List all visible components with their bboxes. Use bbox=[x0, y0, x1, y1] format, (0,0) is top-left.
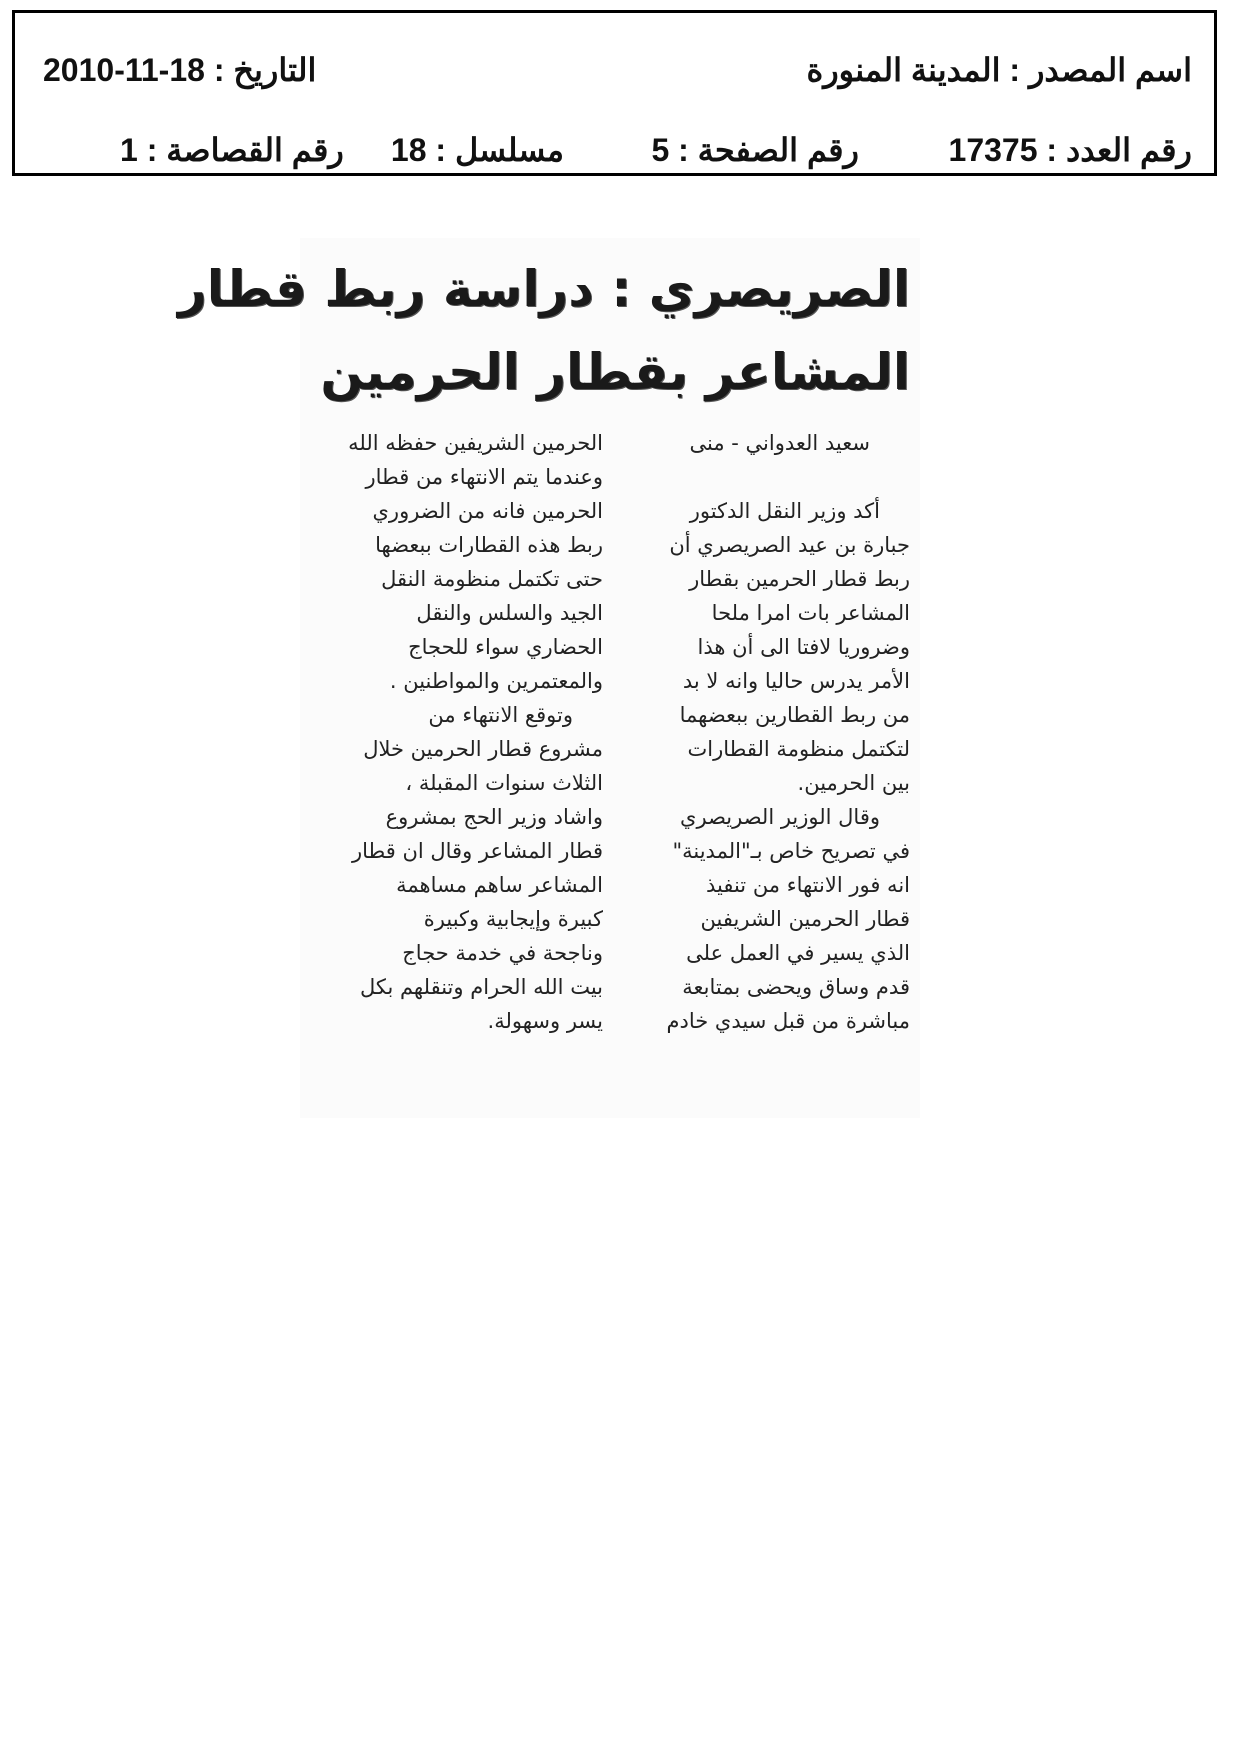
source-name: اسم المصدر : المدينة المنورة bbox=[806, 52, 1192, 88]
article-line: الجيد والسلس والنقل bbox=[416, 601, 603, 625]
article-line: وعندما يتم الانتهاء من قطار bbox=[365, 465, 603, 489]
article-line: الحضاري سواء للحجاج bbox=[408, 635, 603, 659]
source-info-row-2 bbox=[15, 125, 1214, 175]
column-right-text bbox=[645, 494, 910, 1038]
article-line: انه فور الانتهاء من تنفيذ bbox=[705, 873, 910, 897]
headline-line-1: الصريصري : دراسة ربط قطار bbox=[177, 260, 910, 318]
article-column-right bbox=[645, 426, 910, 1038]
newspaper-clipping bbox=[177, 238, 920, 1118]
article-line: الأمر يدرس حاليا وانه لا بد bbox=[682, 669, 910, 693]
article-line: بيت الله الحرام وتنقلهم بكل bbox=[359, 975, 603, 999]
article-line: قدم وساق ويحضى بمتابعة bbox=[682, 975, 910, 999]
article-line: من ربط القطارين ببعضهما bbox=[679, 703, 910, 727]
article-line: الذي يسير في العمل على bbox=[686, 941, 910, 965]
page-number: رقم الصفحة : 5 bbox=[651, 132, 859, 168]
article-line: والمعتمرين والمواطنين . bbox=[389, 669, 603, 693]
article-line: قطار المشاعر وقال ان قطار bbox=[351, 839, 603, 863]
article-line: الحرمين فانه من الضروري bbox=[372, 499, 603, 523]
article-line: جبارة بن عيد الصريصري أن bbox=[669, 533, 910, 557]
source-info-row-1 bbox=[15, 45, 1214, 95]
article-line: الثلاث سنوات المقبلة ، bbox=[405, 771, 603, 795]
issue-number: رقم العدد : 17375 bbox=[948, 132, 1192, 168]
article-line: لتكتمل منظومة القطارات bbox=[687, 737, 910, 761]
article-line: المشاعر بات امرا ملحا bbox=[711, 601, 910, 625]
article-line: وناجحة في خدمة حجاج bbox=[402, 941, 603, 965]
publication-date: التاريخ : 18-11-2010 bbox=[43, 52, 317, 88]
article-line: واشاد وزير الحج بمشروع bbox=[385, 805, 603, 829]
byline: سعيد العدواني - منى bbox=[689, 431, 870, 455]
article-line: قطار الحرمين الشريفين bbox=[700, 907, 910, 931]
article-line: حتى تكتمل منظومة النقل bbox=[381, 567, 603, 591]
article-line: وقال الوزير الصريصري bbox=[680, 805, 880, 829]
article-line: ربط قطار الحرمين بقطار bbox=[689, 567, 910, 591]
article-line: ربط هذه القطارات ببعضها bbox=[375, 533, 603, 557]
article-line: مباشرة من قبل سيدي خادم bbox=[666, 1009, 910, 1033]
article-line: بين الحرمين. bbox=[797, 771, 910, 795]
article-line: مشروع قطار الحرمين خلال bbox=[363, 737, 603, 761]
article-line: وضروريا لافتا الى أن هذا bbox=[697, 635, 910, 659]
article-line: وتوقع الانتهاء من bbox=[428, 703, 573, 727]
article-line: كبيرة وإيجابية وكبيرة bbox=[423, 907, 603, 931]
headline-line-2: المشاعر بقطار الحرمين bbox=[320, 343, 910, 401]
article-line: في تصريح خاص بـ"المدينة" bbox=[672, 839, 910, 863]
article-line: المشاعر ساهم مساهمة bbox=[396, 873, 603, 897]
column-left-text bbox=[338, 426, 603, 1038]
source-info-box bbox=[12, 10, 1217, 176]
article-column-left bbox=[338, 426, 603, 1038]
article-line: الحرمين الشريفين حفظه الله bbox=[348, 431, 603, 455]
article-line: أكد وزير النقل الدكتور bbox=[689, 499, 880, 523]
article-line: يسر وسهولة. bbox=[487, 1009, 603, 1033]
clip-number: رقم القصاصة : 1 bbox=[120, 132, 344, 168]
serial-number: مسلسل : 18 bbox=[390, 132, 564, 168]
